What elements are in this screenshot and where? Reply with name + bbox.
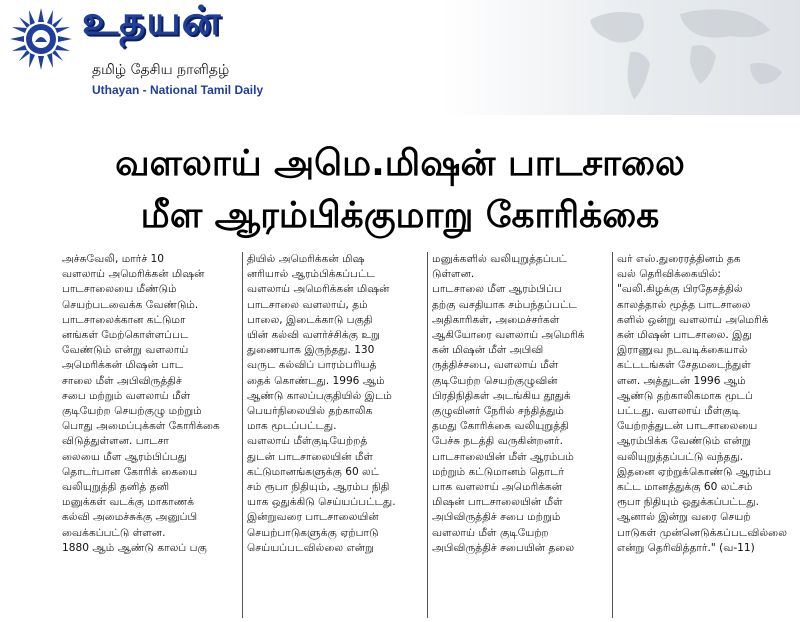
article-line: சாலை மீள் அபிவிருத்திச்	[62, 374, 182, 387]
article-line: பிரதிநிதிகள் அடங்கிய தூதுக்	[432, 389, 571, 402]
article-line: துணையாக இருந்தது. 130	[247, 344, 375, 357]
article-line: பெயர்நிலையில் தற்காலிக	[247, 405, 373, 418]
article-line: செயற்படவைக்க வேண்டும்.	[62, 298, 199, 311]
article-line: குடியேற்ற செயற்குழுவின்	[432, 374, 558, 387]
article-line: ஆனால் இன்று வரை செயற்	[617, 511, 751, 524]
article-line: தமது கோரிக்கை வலியுறுத்தி	[432, 420, 569, 433]
article-column-3	[428, 252, 613, 618]
article-line: பட்டது. வளலாய் மீள்குடி	[617, 405, 741, 418]
article-line: வேண்டும் என்று வளலாய்	[62, 344, 189, 357]
article-line: தொடர்பான கோரிக் கையை	[62, 465, 198, 478]
article-line: வளலாய் மீள் குடியேற்ற	[432, 526, 549, 539]
article-line: சபை மற்றும் வளலாய் மீள்	[62, 389, 191, 402]
article-line: ளன. அத்துடன் 1996 ஆம்	[617, 374, 746, 387]
article-line: குடியேற்ற செயற்குழு மற்றும்	[62, 405, 202, 418]
article-line: வளலாய் மீள்குடியேற்றத்	[247, 435, 368, 448]
article-line: மற்றும் கட்டுமானம் தொடர்	[432, 465, 565, 478]
article-line: ரூபா நிதியும் ஒதுக்கப்பட்டது.	[617, 496, 759, 509]
article-line: 1880 ஆம் ஆண்டு காலப் பகு	[62, 541, 207, 554]
article-line: பாலை, இடைக்காடு பகுதி	[247, 313, 373, 326]
article-line: பாடசாலையை மீண்டும்	[62, 283, 177, 296]
article-line: மனுக்கள் வடக்கு மாகாணக்	[62, 496, 194, 509]
article-line: கட்ட மானத்துக்கு 60 லட்சம்	[617, 481, 753, 494]
article-line: வைக்கப்பட்டு ள்ளன.	[62, 526, 166, 539]
article-column-1	[58, 252, 243, 618]
article-line: வல் தெரிவிக்கையில்:	[617, 268, 721, 281]
article-line: இராணுவ நடவடிக்கையால்	[617, 344, 748, 357]
article-line: பாக வளலாய் அமெரிக்கன்	[432, 481, 563, 494]
article-line: இன்றுவரை பாடசாலையின்	[247, 511, 379, 524]
masthead	[0, 0, 800, 115]
article-line: மாக மூடப்பட்டது.	[247, 420, 337, 433]
article-line: பொது அமைப்புக்கள் கோரிக்கை	[62, 420, 220, 433]
article-line: அதிகாரிகள், அமைச்சர்கள்	[432, 313, 560, 326]
tagline-english: Uthayan - National Tamil Daily	[92, 83, 264, 97]
article-line: குழுவினர் நேரில் சந்தித்தும்	[432, 405, 564, 418]
article-line: "வலி.கிழக்கு பிரதேசத்தில்	[617, 283, 743, 296]
rising-sun-logo-icon	[8, 6, 74, 72]
article-line: காலத்தால் மூத்த பாடசாலை	[617, 298, 751, 311]
article-line: பாடசாலை மீள ஆரம்பிப்ப	[432, 283, 562, 296]
article-line: வளலாய் அமெரிக்கன் மிஷன்	[247, 283, 390, 296]
brand-name: உதயன்	[82, 0, 222, 44]
article-line: மிஷன் பாடசாலையின் மீள்	[432, 496, 563, 509]
article-line: னங்கள் மேற்கொள்ளப்பட	[62, 329, 189, 342]
world-map-background-icon	[570, 0, 800, 115]
article-line: ஆரம்பிக்க வேண்டும் என்று	[617, 435, 751, 448]
article-line: செயற்பாடுகளுக்கு ஏற்பாடு	[247, 526, 379, 539]
article-line: அச்சுவேலி, மார்ச் 10	[62, 253, 165, 265]
article-line: அமெரிக்கன் மிஷன் பாட	[62, 359, 184, 372]
article-line: பாடசாலைக்கான கட்டுமா	[62, 313, 186, 326]
article-line: தியில் அமெரிக்கன் மிஷ	[247, 253, 365, 265]
article-line: கன் மிஷன் மீள் அபிவி	[432, 344, 544, 357]
article-line: வருட கல்விப் பாரம்பரியத்	[247, 359, 377, 372]
article-line: லையை மீள ஆரம்பிப்பது	[62, 450, 187, 463]
article-line: களில் ஒன்று வளலாய் அமெரிக்	[617, 313, 769, 326]
article-line: அபிவிருத்திச் சபை மற்றும்	[432, 511, 561, 524]
article-line: தற்கு வசதியாக சம்பந்தப்பட்ட	[432, 298, 577, 311]
article-line: செய்யப்படவில்லை என்று	[247, 541, 374, 554]
article-line: இதனை ஏற்றுக்கொண்டு ஆரம்ப	[617, 465, 772, 478]
article-line: விடுத்துள்ளன. பாடசா	[62, 435, 169, 448]
article-line: பாடசாலை வளலாய், தம்	[247, 298, 368, 311]
article-line: பாடுகள் முன்னெடுக்கப்படவில்லை	[617, 526, 788, 539]
article-column-2	[243, 252, 428, 618]
article-line: ஆகியோரை வளலாய் அமெரிக்	[432, 329, 585, 342]
headline-line-1: வளலாய் அமெ.மிஷன் பாடசாலை	[115, 143, 685, 184]
article-line: யாக ஒதுக்கிடு செய்யப்பட்டது.	[247, 496, 396, 509]
headline-line-2: மீள ஆரம்பிக்குமாறு கோரிக்கை	[140, 195, 660, 236]
article-line: அபிவிருத்திச் சபையின் தலை	[432, 541, 575, 554]
article-line: ஆண்டு தற்காலிகமாக மூடப்	[617, 389, 753, 402]
tagline-tamil: தமிழ் தேசிய நாளிதழ்	[92, 62, 230, 78]
article-line: யின் கல்வி வளர்ச்சிக்கு உறு	[247, 329, 380, 342]
article-line: வலியுறுத்தப்பட்டு வந்தது.	[617, 450, 744, 463]
article-line: ஆண்டு காலப்பகுதியில் இடம்	[247, 389, 392, 402]
article-line: னரியால் ஆரம்பிக்கப்பட்ட	[247, 268, 375, 281]
article-column-4	[613, 252, 798, 618]
article-line: பாடசாலையின் மீள் ஆரம்பம்	[432, 450, 574, 463]
article-line: ருத்திச்சபை, வளலாய் மீள்	[432, 359, 559, 372]
article-line: யேற்றத்துடன் பாடசாலையை	[617, 420, 758, 433]
article-line: மனுக்களில் வலியுறுத்தப்பட்	[432, 253, 568, 265]
article-line: வலியுறுத்தி தனித் தனி	[62, 481, 170, 494]
article-line: கன் மிஷன் பாடசாலை. இது	[617, 329, 752, 342]
article-line: சம் ரூபா நிதியும், ஆரம்ப நிதி	[247, 481, 390, 494]
article-line: துடன் பாடசாலையின் மீள்	[247, 450, 373, 463]
article-line: கல்வி அமைச்சுக்கு அனுப்பி	[62, 511, 198, 524]
article-line: கட்டடங்கள் சேதமடைந்துள்	[617, 359, 751, 372]
article-line: வளலாய் அமெரிக்கன் மிஷன்	[62, 268, 205, 281]
article-line: தைக் கொண்டது. 1996 ஆம்	[247, 374, 385, 387]
article-line: பேச்சு நடத்தி வருகின்றனர்.	[432, 435, 564, 448]
article-line: என்று தெரிவித்தார்." (வ-11)	[617, 541, 755, 554]
article-line: வர் எஸ்.துரைரத்தினம் தக	[617, 253, 741, 265]
article-line: கட்டுமானங்களுக்கு 60 லட்	[247, 465, 380, 478]
article-body	[58, 252, 798, 618]
article-line: டுள்ளன.	[432, 268, 475, 281]
